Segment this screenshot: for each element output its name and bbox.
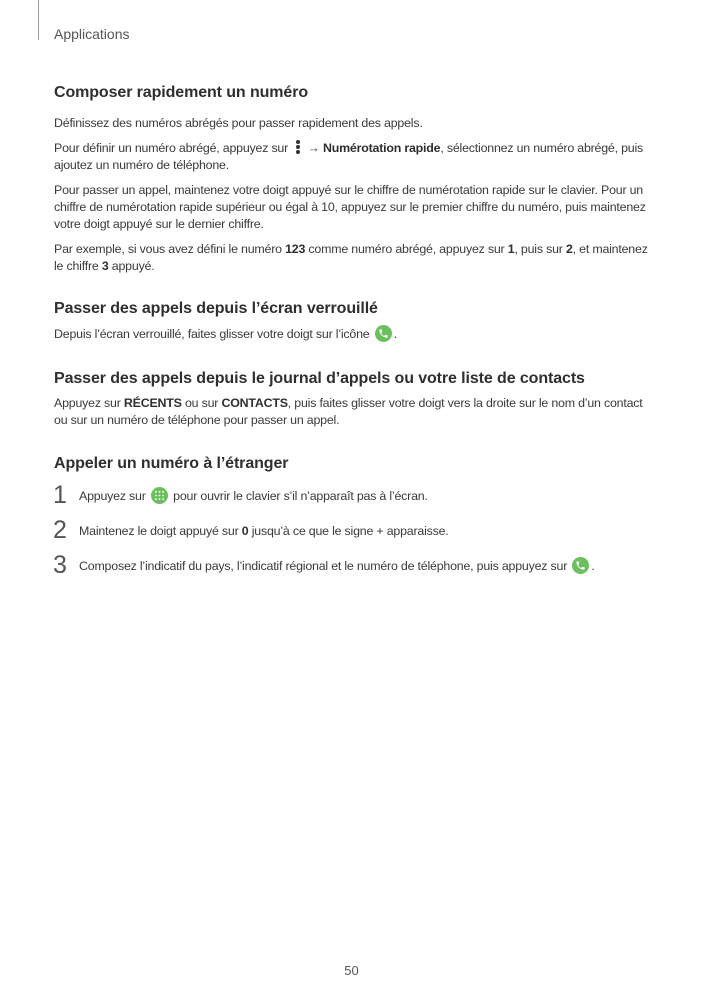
more-options-icon — [294, 140, 301, 154]
page-number: 50 — [344, 963, 359, 978]
paragraph — [54, 140, 654, 174]
step-text — [79, 487, 654, 506]
bold-text: 2 — [565, 242, 573, 256]
step-item — [53, 481, 654, 509]
paragraph — [54, 241, 654, 275]
section-locked-screen — [54, 300, 654, 343]
bold-text: RÉCENTS — [123, 396, 182, 410]
keypad-icon — [151, 487, 168, 504]
bold-text: 1 — [507, 242, 515, 256]
step-text — [79, 557, 654, 576]
step-number: 1 — [53, 481, 67, 509]
section-title: Appeler un numéro à l’étranger — [54, 455, 289, 472]
section-speed-dial — [54, 84, 654, 275]
text: comme numéro abrégé, appuyez sur — [305, 242, 508, 256]
bold-text: Numérotation rapide — [322, 141, 441, 155]
section-international-call — [53, 455, 654, 579]
text: Par exemple, si vous avez défini le numéro — [54, 242, 286, 256]
step-number: 2 — [53, 516, 67, 544]
paragraph — [54, 395, 654, 429]
text: Composez l’indicatif du pays, l’indicatif régional et le numéro de téléphone, puis appuyez sur — [79, 559, 571, 573]
step-item — [53, 551, 654, 579]
text: Appuyez sur — [54, 396, 124, 410]
page-content — [54, 84, 654, 592]
text: . — [591, 559, 595, 573]
arrow-text: → — [304, 141, 323, 155]
text: , sélectionnez un numéro abrégé, puis ajoutez un numéro de téléphone. — [54, 141, 644, 172]
step-text — [79, 522, 654, 541]
bold-text: 0 — [241, 524, 249, 538]
text: jusqu’à ce que le signe + apparaisse. — [248, 524, 449, 538]
text: , puis sur — [514, 242, 566, 256]
text: Pour définir un numéro abrégé, appuyez sur — [54, 141, 292, 155]
text: pour ouvrir le clavier s’il n’apparaît pas à l’écran. — [169, 489, 428, 503]
paragraph: Pour passer un appel, maintenez votre doigt appuyé sur le chiffre de numérotation rapide sur le clavier. Pour un chiffre de numérotation rapide supérieur ou égal à 10, appuyez sur le premier chiffre du numéro, puis maintenez votre doigt appuyé sur le dernier chiffre. — [54, 183, 646, 231]
section-title: Composer rapidement un numéro — [54, 84, 309, 101]
section-title: Passer des appels depuis l’écran verrouillé — [54, 300, 378, 317]
bold-text: 123 — [285, 242, 306, 256]
step-number: 3 — [53, 551, 67, 579]
paragraph — [54, 325, 654, 343]
step-item — [53, 516, 654, 544]
phone-icon — [572, 557, 589, 574]
text: Appuyez sur — [79, 489, 149, 503]
section-title: Passer des appels depuis le journal d’appels ou votre liste de contacts — [54, 370, 585, 387]
text: ou sur — [181, 396, 222, 410]
page-header: Applications — [54, 26, 130, 42]
text: Depuis l’écran verrouillé, faites glisser votre doigt sur l’icône — [54, 327, 373, 341]
page-margin-rule — [38, 0, 39, 40]
text: appuyé. — [108, 259, 155, 273]
section-call-log-contacts — [54, 370, 654, 429]
bold-text: 3 — [101, 259, 109, 273]
text: , puis faites glisser votre doigt vers la droite sur le nom d’un contact ou sur un numéro de téléphone pour passer un appel. — [54, 396, 643, 427]
bold-text: CONTACTS — [221, 396, 288, 410]
text: . — [393, 327, 397, 341]
phone-icon — [375, 325, 392, 342]
text: Maintenez le doigt appuyé sur — [79, 524, 242, 538]
paragraph: Définissez des numéros abrégés pour passer rapidement des appels. — [54, 116, 423, 130]
text: , et maintenez le chiffre — [54, 242, 648, 273]
